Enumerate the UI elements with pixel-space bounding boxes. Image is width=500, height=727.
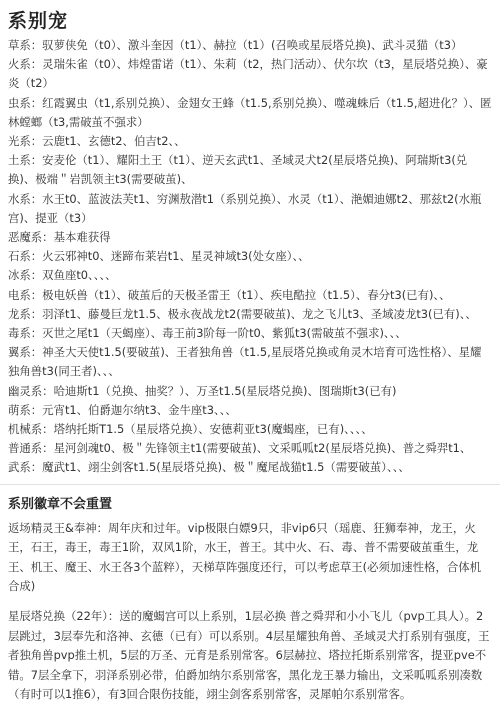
section-heading: 系别徽章不会重置 <box>8 496 113 512</box>
type-line-normal: 普通系：星河剑魂t0、极＂先锋领主t1(需要破茧)、文采呱呱t2(星辰塔兑换)、普之舜羿t1、 <box>8 441 472 456</box>
type-line-bug: 虫系：红霞翼虫（t1,系别兑换）、金翅女王蜂（t1.5,系别兑换）、噬魂蛛后（t1.5,超进化？）、匿林螳螂（t3,需破茧不强求） <box>8 95 492 129</box>
type-line-wing: 翼系：神圣大天使t1.5(要破茧)、王者独角兽（t1.5,星辰塔兑换或角灵木培育可选性格）、星耀独角兽t3(同王者)、、、 <box>8 345 482 379</box>
paragraph-return-kings: 返场精灵王&奉神：周年庆和过年。vip极限白嫖9只，非vip6只（瑶鹿、狂狮奉神，龙王，火王，石王，毒王，毒王1阶，双风1阶，水王，普王。其中火、石、毒、普不需要破茧重生，龙王、机王、魔王、水王各3个蓝粹），天梯草阵强度还行，可以考虑草王(必须加速性格，合体机合成) <box>8 520 482 594</box>
type-line-martial: 武系：魔武t1、翊尘剑客t1.5(星辰塔兑换)、极＂魔尾战猫t1.5（需要破茧）、、、 <box>8 460 410 475</box>
type-line-grass: 草系：驭萝侠免（t0）、激斗奎因（t1）、赫拉（t1）(召唤或星辰塔兑换)、武斗灵猫（t3） <box>8 38 463 52</box>
page-title: 系别宠 <box>8 10 69 32</box>
type-line-fire: 火系：灵瑞朱雀（t0）、炜煌雷诺（t1）、朱莉（t2，热门活动）、伏尔坎（t3，星辰塔兑换）、豪炎（t2） <box>8 57 488 91</box>
type-line-earth: 土系：安麦伦（t1）、耀阳土王（t1）、逆天玄武t1、圣域灵犬t2(星辰塔兑换)、阿瑞斯t3(兑换)、极端＂岩凯领主t3(需要破茧)、 <box>8 153 468 187</box>
type-line-dragon: 龙系：羽泽t1、藤曼巨龙t1.5、极永夜战龙t2(需要破茧)、龙之飞儿t3、圣域凌龙t3(已有)、、 <box>8 306 477 321</box>
type-line-cute: 萌系：元宵t1、伯爵迦尔纳t3、金牛座t3、、、 <box>8 402 237 417</box>
type-line-electric: 电系：极电妖兽（t1）、破茧后的天极圣雷王（t1）、疾电酷拉（t1.5）、春分t3(已有)、、 <box>8 287 451 302</box>
paragraph-star-tower: 星辰塔兑换（22年）：送的魔蝎宫可以上系别，1层必换 普之舜羿和小小飞儿（pvp工具人）。2层跳过，3层奉先和洛神、玄德（已有）可以系别。4层星耀独角兽、圣域灵犬打系别有强度，王者独角兽pvp推土机，5层的万圣、元育是系别常客。6层赫拉、塔拉托斯系别常客，提亚pve不错。7层全拿下，羽泽系别必带，伯爵加纳尔系别常客，黑化龙王暴力输出，文采呱呱系别凑数（有时可以1推6），有3回合限伤技能，翊尘剑客系别常客，灵犀帕尔系别常客。 <box>8 609 490 702</box>
type-line-stone: 石系：火云邪神t0、迷蹄布莱岩t1、星灵神域t3(处女座）、、 <box>8 249 310 264</box>
type-line-light: 光系：云鹿t1、玄德t2、伯吉t2、、 <box>8 134 186 149</box>
type-line-poison: 毒系：灭世之尾t1（天蝎座）、毒王前3阶每一阶t0、紫狐t3(需破茧不强求)、、、 <box>8 326 407 341</box>
type-line-ghost: 幽灵系：哈迪斯t1（兑换、抽奖？）、万圣t1.5(星辰塔兑换)、图瑞斯t3(已有) <box>8 383 397 398</box>
type-line-machine: 机械系：塔纳托斯T1.5（星辰塔兑换）、安德莉亚t3(魔蝎座，已有)、、、、 <box>8 422 373 437</box>
type-line-ice: 冰系：双鱼座t0、、、、 <box>8 268 117 283</box>
type-list <box>8 36 492 478</box>
type-line-water: 水系：水王t0、蓝波法芙t1、穷渊敖潜t1（系别兑换）、水灵（t1）、滟媚迪娜t2、那兹t2(水瓶宫)、提亚（t3） <box>8 191 482 225</box>
type-line-demon: 恶魔系：基本难获得 <box>8 230 111 245</box>
